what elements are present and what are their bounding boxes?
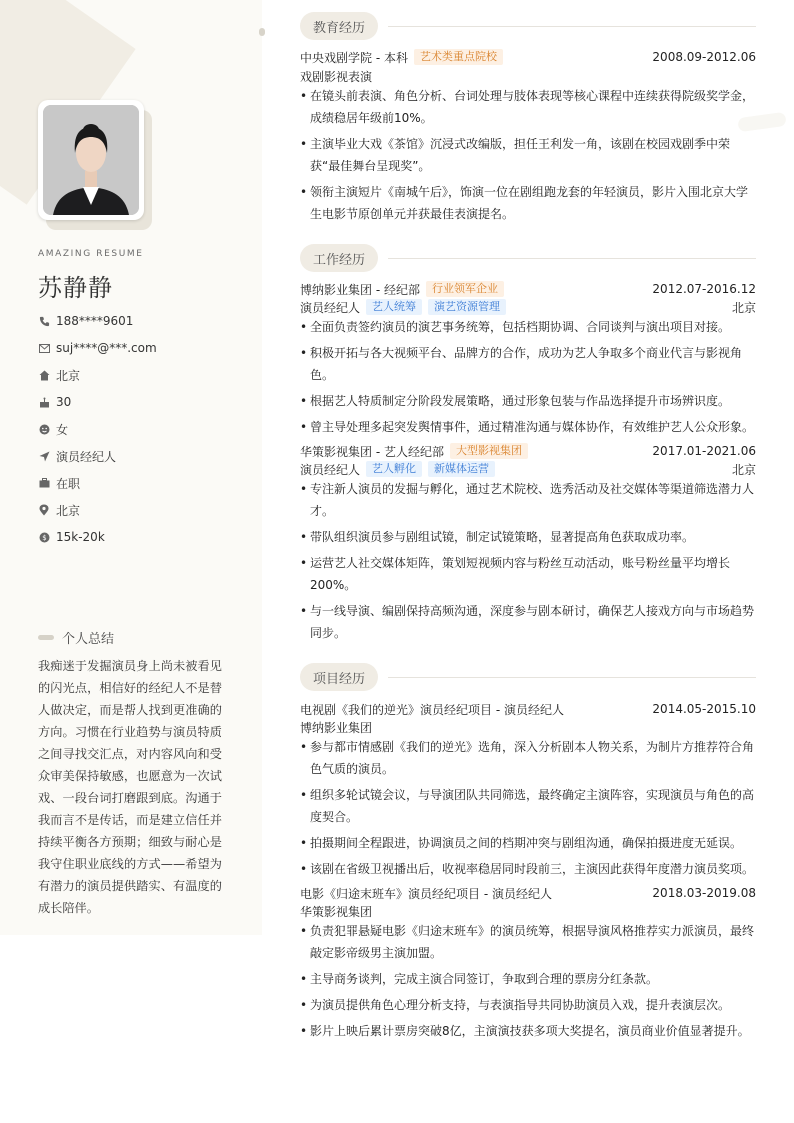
job-role: 演员经纪人	[300, 462, 361, 477]
phone-icon	[38, 315, 50, 327]
job-company-tag: 行业领军企业	[426, 281, 504, 297]
avatar	[38, 100, 152, 230]
job-role-row	[300, 460, 756, 478]
svg-text:$: $	[41, 533, 47, 542]
education-school: 中央戏剧学院 - 本科	[300, 50, 408, 65]
contact-salary: $ 15k-20k	[38, 528, 238, 546]
gender-icon	[38, 423, 50, 435]
list-item: • 该剧在省级卫视播出后，收视率稳居同时段前三，主演因此获得年度潜力演员奖项。	[300, 858, 756, 880]
contact-email: suj****@***.com	[38, 339, 238, 357]
list-item: • 全面负责签约演员的演艺事务统筹，包括档期协调、合同谈判与演出项目对接。	[300, 316, 756, 338]
job-company-row	[300, 442, 756, 460]
list-item: • 领衔主演短片《南城午后》，饰演一位在剧组跑龙套的年轻演员，影片入围北京大学生电影节原创单元并获最佳表演提名。	[300, 181, 756, 225]
summary-heading: 个人总结	[38, 628, 114, 647]
project-name-row	[300, 884, 756, 902]
job-city: 北京	[731, 462, 756, 477]
education-tag: 艺术类重点院校	[414, 49, 503, 65]
list-item: • 拍摄期间全程跟进，协调演员之间的档期冲突与剧组沟通，确保拍摄进度无延误。	[300, 832, 756, 854]
job-company: 华策影视集团 - 艺人经纪部	[300, 444, 444, 459]
project-date: 2018.03-2019.08	[652, 886, 756, 900]
list-item: • 主演毕业大戏《茶馆》沉浸式改编版，担任王利发一角，该剧在校园戏剧季中荣获“最佳舞台呈现奖”。	[300, 133, 756, 177]
list-item: • 曾主导处理多起突发舆情事件，通过精准沟通与媒体协作，有效维护艺人公众形象。	[300, 416, 756, 438]
project-name: 电视剧《我们的逆光》演员经纪项目 - 演员经纪人	[300, 702, 564, 717]
contact-status: 在职	[38, 474, 238, 492]
job-company-tag: 大型影视集团	[450, 443, 528, 459]
project-org: 博纳影业集团	[300, 720, 373, 735]
location-pin-icon	[38, 504, 50, 516]
home-icon	[38, 369, 50, 381]
contact-job: 演员经纪人	[38, 447, 238, 465]
list-item: • 参与都市情感剧《我们的逆光》选角，深入分析剧本人物关系，为制片方推荐符合角色气质的演员。	[300, 736, 756, 780]
job-role: 演员经纪人	[300, 300, 361, 315]
job-role-row	[300, 298, 756, 316]
job-company: 博纳影业集团 - 经纪部	[300, 282, 420, 297]
project-name-row	[300, 700, 756, 718]
job-company-row	[300, 280, 756, 298]
candidate-name: 苏静静	[38, 274, 113, 302]
job-skill-tag: 演艺资源管理	[428, 299, 506, 315]
project-name: 电影《归途末班车》演员经纪项目 - 演员经纪人	[300, 886, 552, 901]
list-item: • 在镜头前表演、角色分析、台词处理与肢体表现等核心课程中连续获得院级奖学金，成绩稳居年级前10%。	[300, 85, 756, 129]
education-major: 戏剧影视表演	[300, 69, 373, 84]
mail-icon	[38, 342, 50, 354]
list-item: • 带队组织演员参与剧组试镜，制定试镜策略，显著提高角色获取成功率。	[300, 526, 756, 548]
list-item: • 积极开拓与各大视频平台、品牌方的合作，成功为艺人争取多个商业代言与影视角色。	[300, 342, 756, 386]
list-item: • 为演员提供角色心理分析支持，与表演指导共同协助演员入戏，提升表演层次。	[300, 994, 756, 1016]
salary-icon	[38, 531, 50, 543]
project-org: 华策影视集团	[300, 904, 373, 919]
list-item: • 组织多轮试镜会议，与导演团队共同筛选，最终确定主演阵容，实现演员与角色的高度契合。	[300, 784, 756, 828]
education-date: 2008.09-2012.06	[652, 50, 756, 64]
job-skill-tag: 新媒体运营	[428, 461, 495, 477]
summary-text: 我痴迷于发掘演员身上尚未被看见的闪光点，相信好的经纪人不是替人做决定，而是帮人找到更准确的方向。习惯在行业趋势与演员特质之间寻找交汇点，对内容风向和受众审美保持敏感，也愿意为一次试戏、一段台词打磨跟到底。沟通于我而言不是传话，而是建立信任并持续平衡各方预期；细致与耐心是我守住职业底线的方式——希望为有潜力的演员提供踏实、有温度的成长陪伴。	[38, 659, 222, 915]
job-date: 2012.07-2016.12	[652, 282, 756, 296]
contact-phone: 188****9601	[38, 312, 238, 330]
education-heading: 教育经历	[300, 11, 756, 41]
projects-heading: 项目经历	[300, 662, 756, 692]
list-item: • 专注新人演员的发掘与孵化，通过艺术院校、选秀活动及社交媒体等渠道筛选潜力人才。	[300, 478, 756, 522]
job-date: 2017.01-2021.06	[652, 444, 756, 458]
education-school-row	[300, 48, 756, 66]
list-item: • 主导商务谈判，完成主演合同签订，争取到合理的票房分红条款。	[300, 968, 756, 990]
list-item: • 运营艺人社交媒体矩阵，策划短视频内容与粉丝互动活动，账号粉丝量平均增长200%。	[300, 552, 756, 596]
list-item: • 与一线导演、编剧保持高频沟通，深度参与剧本研讨，确保艺人接戏方向与市场趋势同步。	[300, 600, 756, 644]
job-city: 北京	[731, 300, 756, 315]
job-skill-tag: 艺人统筹	[366, 299, 422, 315]
tagline: AMAZING RESUME	[38, 249, 144, 259]
send-icon	[38, 450, 50, 462]
briefcase-icon	[38, 477, 50, 489]
contact-home: 北京	[38, 366, 238, 384]
work-heading: 工作经历	[300, 243, 756, 273]
list-item: • 根据艺人特质制定分阶段发展策略，通过形象包装与作品选择提升市场辨识度。	[300, 390, 756, 412]
job-skill-tag: 艺人孵化	[366, 461, 422, 477]
contact-gender: 女	[38, 420, 238, 438]
list-item: • 影片上映后累计票房突破8亿，主演演技获多项大奖提名，演员商业价值显著提升。	[300, 1020, 756, 1042]
contact-age: 30	[38, 393, 238, 411]
project-date: 2014.05-2015.10	[652, 702, 756, 716]
profile-photo	[43, 105, 139, 215]
cake-icon	[38, 396, 50, 408]
contact-location: 北京	[38, 501, 238, 519]
divider-dot	[259, 28, 265, 36]
list-item: • 负责犯罪悬疑电影《归途末班车》的演员统筹，根据导演风格推荐实力派演员，最终敲定影帝级男主演加盟。	[300, 920, 756, 964]
